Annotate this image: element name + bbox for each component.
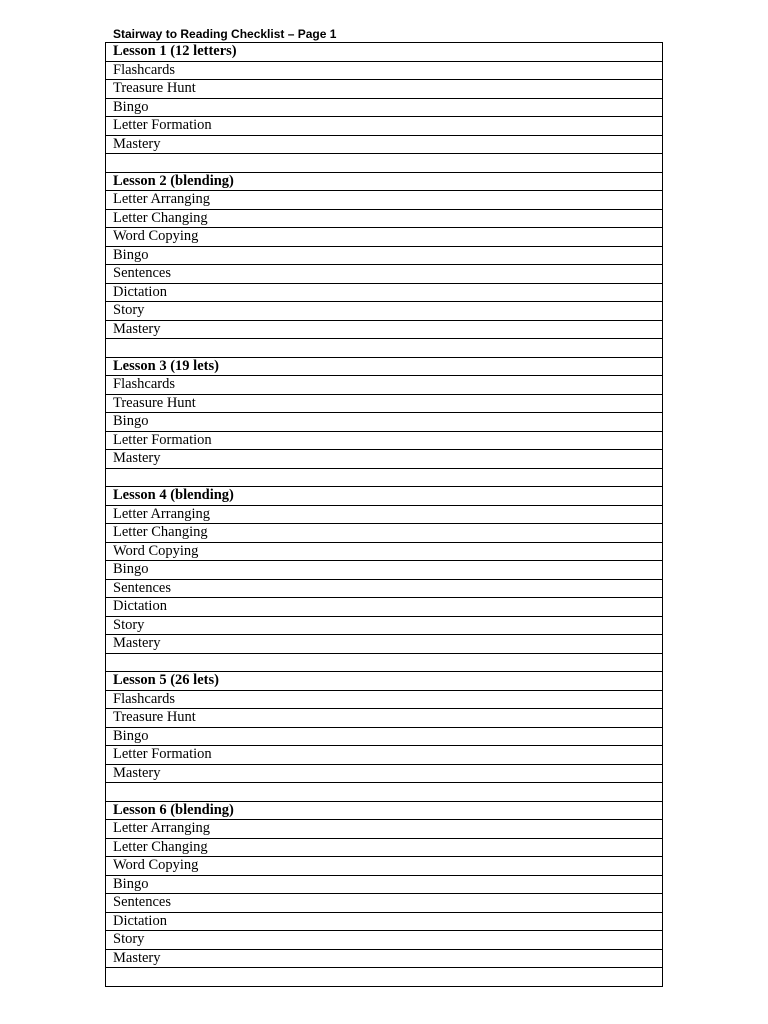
checklist-item: Dictation (105, 598, 663, 617)
lesson-heading: Lesson 2 (blending) (105, 173, 663, 192)
checklist-item: Mastery (105, 450, 663, 469)
blank-row (105, 469, 663, 488)
blank-row (105, 154, 663, 173)
checklist-item: Flashcards (105, 691, 663, 710)
checklist-item: Mastery (105, 765, 663, 784)
checklist-item: Sentences (105, 580, 663, 599)
checklist-item: Letter Arranging (105, 506, 663, 525)
checklist-item: Bingo (105, 561, 663, 580)
blank-row (105, 968, 663, 987)
checklist-item: Story (105, 617, 663, 636)
checklist-item: Story (105, 931, 663, 950)
checklist-item: Letter Formation (105, 117, 663, 136)
lesson-heading: Lesson 5 (26 lets) (105, 672, 663, 691)
checklist-item: Dictation (105, 913, 663, 932)
checklist-item: Mastery (105, 136, 663, 155)
checklist-item: Letter Arranging (105, 820, 663, 839)
checklist-item: Sentences (105, 265, 663, 284)
checklist-item: Bingo (105, 876, 663, 895)
checklist-item: Treasure Hunt (105, 709, 663, 728)
checklist-item: Mastery (105, 635, 663, 654)
checklist-item: Treasure Hunt (105, 395, 663, 414)
checklist-item: Story (105, 302, 663, 321)
checklist-item: Letter Changing (105, 210, 663, 229)
lesson-heading: Lesson 1 (12 letters) (105, 43, 663, 62)
checklist-item: Mastery (105, 321, 663, 340)
checklist-item: Dictation (105, 284, 663, 303)
checklist-item: Bingo (105, 247, 663, 266)
checklist-item: Letter Formation (105, 432, 663, 451)
blank-row (105, 339, 663, 358)
checklist-item: Bingo (105, 413, 663, 432)
checklist-item: Treasure Hunt (105, 80, 663, 99)
checklist-table (105, 42, 663, 987)
checklist-item: Letter Formation (105, 746, 663, 765)
checklist-item: Bingo (105, 99, 663, 118)
checklist-item: Letter Arranging (105, 191, 663, 210)
checklist-item: Flashcards (105, 376, 663, 395)
checklist-item: Word Copying (105, 543, 663, 562)
lesson-heading: Lesson 3 (19 lets) (105, 358, 663, 377)
checklist-item: Flashcards (105, 62, 663, 81)
lesson-heading: Lesson 6 (blending) (105, 802, 663, 821)
checklist-item: Bingo (105, 728, 663, 747)
blank-row (105, 654, 663, 673)
lesson-heading: Lesson 4 (blending) (105, 487, 663, 506)
checklist-item: Word Copying (105, 857, 663, 876)
checklist-item: Word Copying (105, 228, 663, 247)
page-title: Stairway to Reading Checklist – Page 1 (113, 27, 337, 41)
checklist-item: Letter Changing (105, 839, 663, 858)
checklist-item: Mastery (105, 950, 663, 969)
checklist-item: Sentences (105, 894, 663, 913)
blank-row (105, 783, 663, 802)
checklist-item: Letter Changing (105, 524, 663, 543)
